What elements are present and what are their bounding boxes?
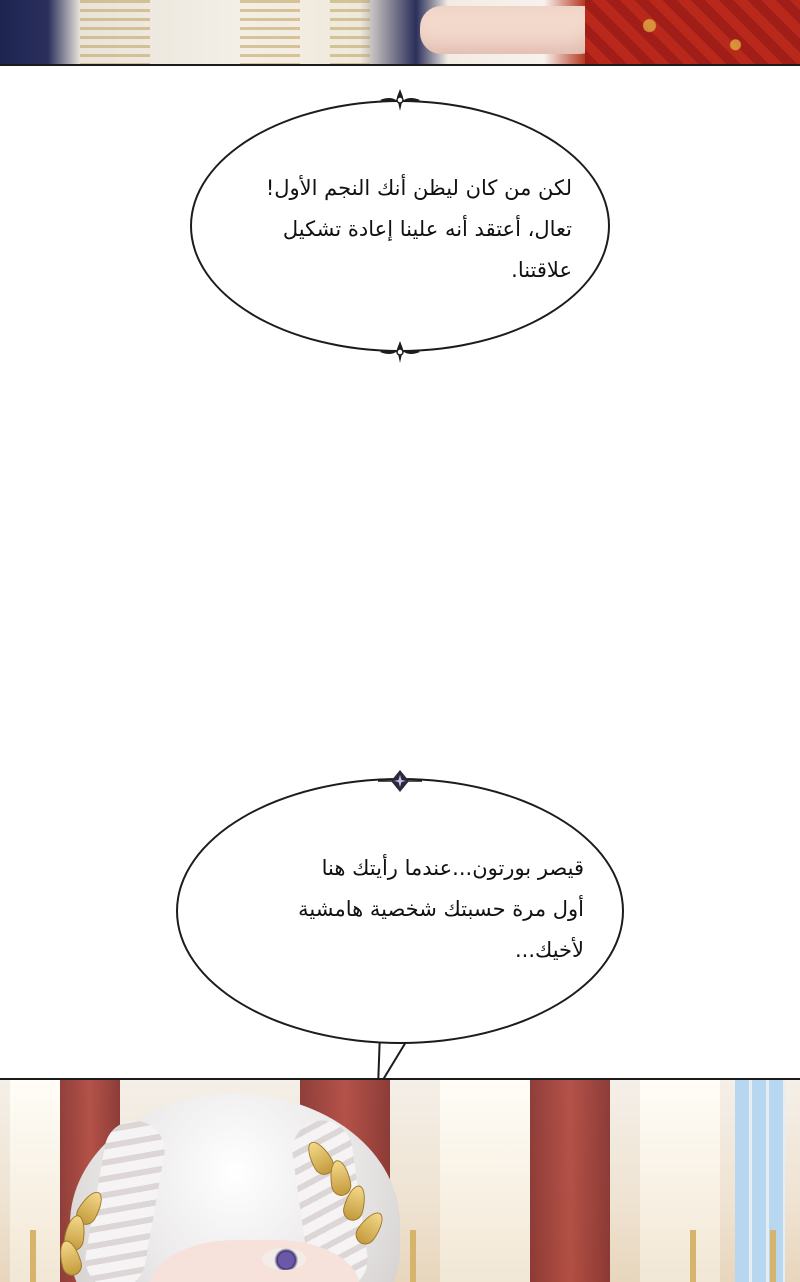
- fleur-de-lis-ornament-bottom: [378, 340, 422, 364]
- dialogue-line: لأخيك...: [514, 938, 584, 962]
- red-carpet: [585, 0, 800, 64]
- window-light: [640, 1080, 720, 1282]
- character-eye: [262, 1248, 306, 1270]
- dialogue-line: قيصر بورتون...عندما رأيتك هنا: [321, 856, 584, 880]
- window-light: [440, 1080, 530, 1282]
- candle-stand: [690, 1230, 696, 1282]
- robe-embroidery: [330, 0, 370, 64]
- dialogue-line: علاقتنا.: [511, 258, 572, 282]
- candle-stand: [30, 1230, 36, 1282]
- dialogue-line: تعال، أعتقد أنه علينا إعادة تشكيل: [282, 217, 572, 241]
- dialogue-line: أول مرة حسبتك شخصية هامشية: [298, 897, 584, 921]
- robe-embroidery: [80, 0, 150, 64]
- open-hand: [420, 6, 610, 54]
- dialogue-line: لكن من كان ليظن أنك النجم الأول!: [265, 176, 572, 200]
- candle-stand: [770, 1230, 776, 1282]
- bottom-illustration-panel: [0, 1078, 800, 1282]
- speech-bubble-2-text: [214, 848, 584, 971]
- top-illustration-panel: [0, 0, 800, 66]
- speech-bubble-1-text: [232, 168, 572, 291]
- window-sky: [735, 1080, 785, 1282]
- red-curtain: [530, 1080, 610, 1282]
- star-ornament-top: [378, 769, 422, 793]
- candle-stand: [410, 1230, 416, 1282]
- fleur-de-lis-ornament-top: [378, 88, 422, 112]
- robe-embroidery: [240, 0, 300, 64]
